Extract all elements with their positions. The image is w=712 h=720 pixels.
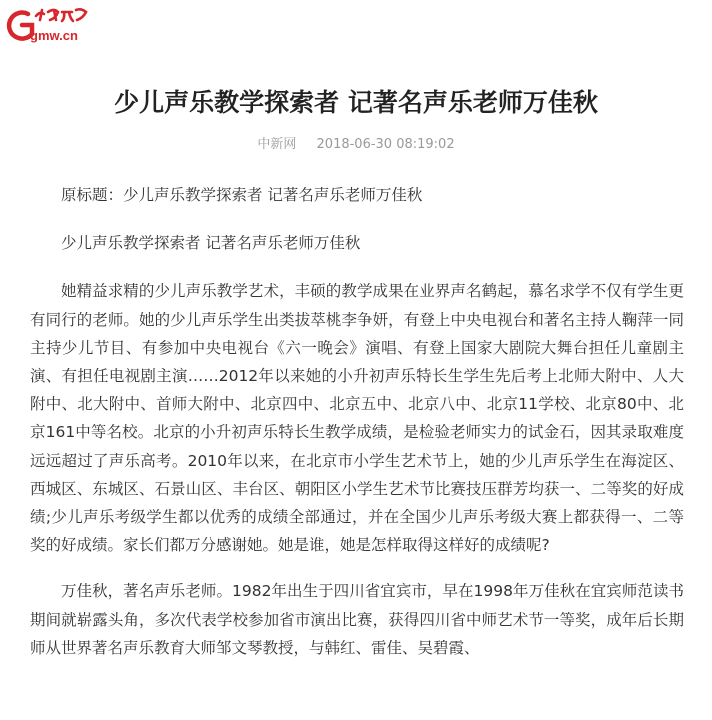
paragraph-original-title: 原标题：少儿声乐教学探索者 记著名声乐老师万佳秋 — [61, 186, 423, 204]
paragraph-body-2: 万佳秋，著名声乐老师。1982年出生于四川省宜宾市，早在1998年万佳秋在宜宾师范读书期间就崭露头角，多次代表学校参加省市演出比赛，获得四川省中师艺术节一等奖，成年后长期师从世界著名声乐教育大师邹文琴教授，与韩红、雷佳、吴碧霞、 — [30, 582, 684, 657]
site-logo[interactable] — [6, 4, 102, 44]
paragraph-body-1: 她精益求精的少儿声乐教学艺术，丰硕的教学成果在业界声名鹤起，慕名求学不仅有学生更有同行的老师。她的少儿声乐学生出类拔萃桃李争妍，有登上中央电视台和著名主持人鞠萍一同主持少儿节目、有参加中央电视台《六一晚会》演唱、有登上国家大剧院大舞台担任儿童剧主演、有担任电视剧主演……2012年以来她的小升初声乐特长生学生先后考上北师大附中、人大附中、北大附中、首师大附中、北京四中、北京五中、北京八中、北京11学校、北京80中、北京161中等名校。北京的小升初声乐特长生教学成绩，是检验老师实力的试金石，因其录取难度远远超过了声乐高考。2010年以来，在北京市小学生艺术节上，她的少儿声乐学生在海淀区、西城区、东城区、石景山区、丰台区、朝阳区小学生艺术节比赛技压群芳均获一、二等奖的好成绩;少儿声乐考级学生都以优秀的成绩全部通过，并在全国少儿声乐考级大赛上都获得一、二等奖的好成绩。家长们都万分感谢她。她是谁，她是怎样取得这样好的成绩呢? — [30, 282, 684, 555]
paragraph-subtitle: 少儿声乐教学探索者 记著名声乐老师万佳秋 — [61, 234, 361, 253]
article-title: 少儿声乐教学探索者 记著名声乐老师万佳秋 — [114, 87, 598, 117]
gmw-logo-icon — [6, 4, 102, 44]
article-body — [30, 181, 684, 662]
article-source: 中新网 — [257, 137, 297, 152]
article-datetime: 2018-06-30 08:19:02 — [316, 137, 455, 152]
article-meta — [0, 135, 712, 155]
logo-sub-text: gmw.cn — [30, 28, 78, 43]
